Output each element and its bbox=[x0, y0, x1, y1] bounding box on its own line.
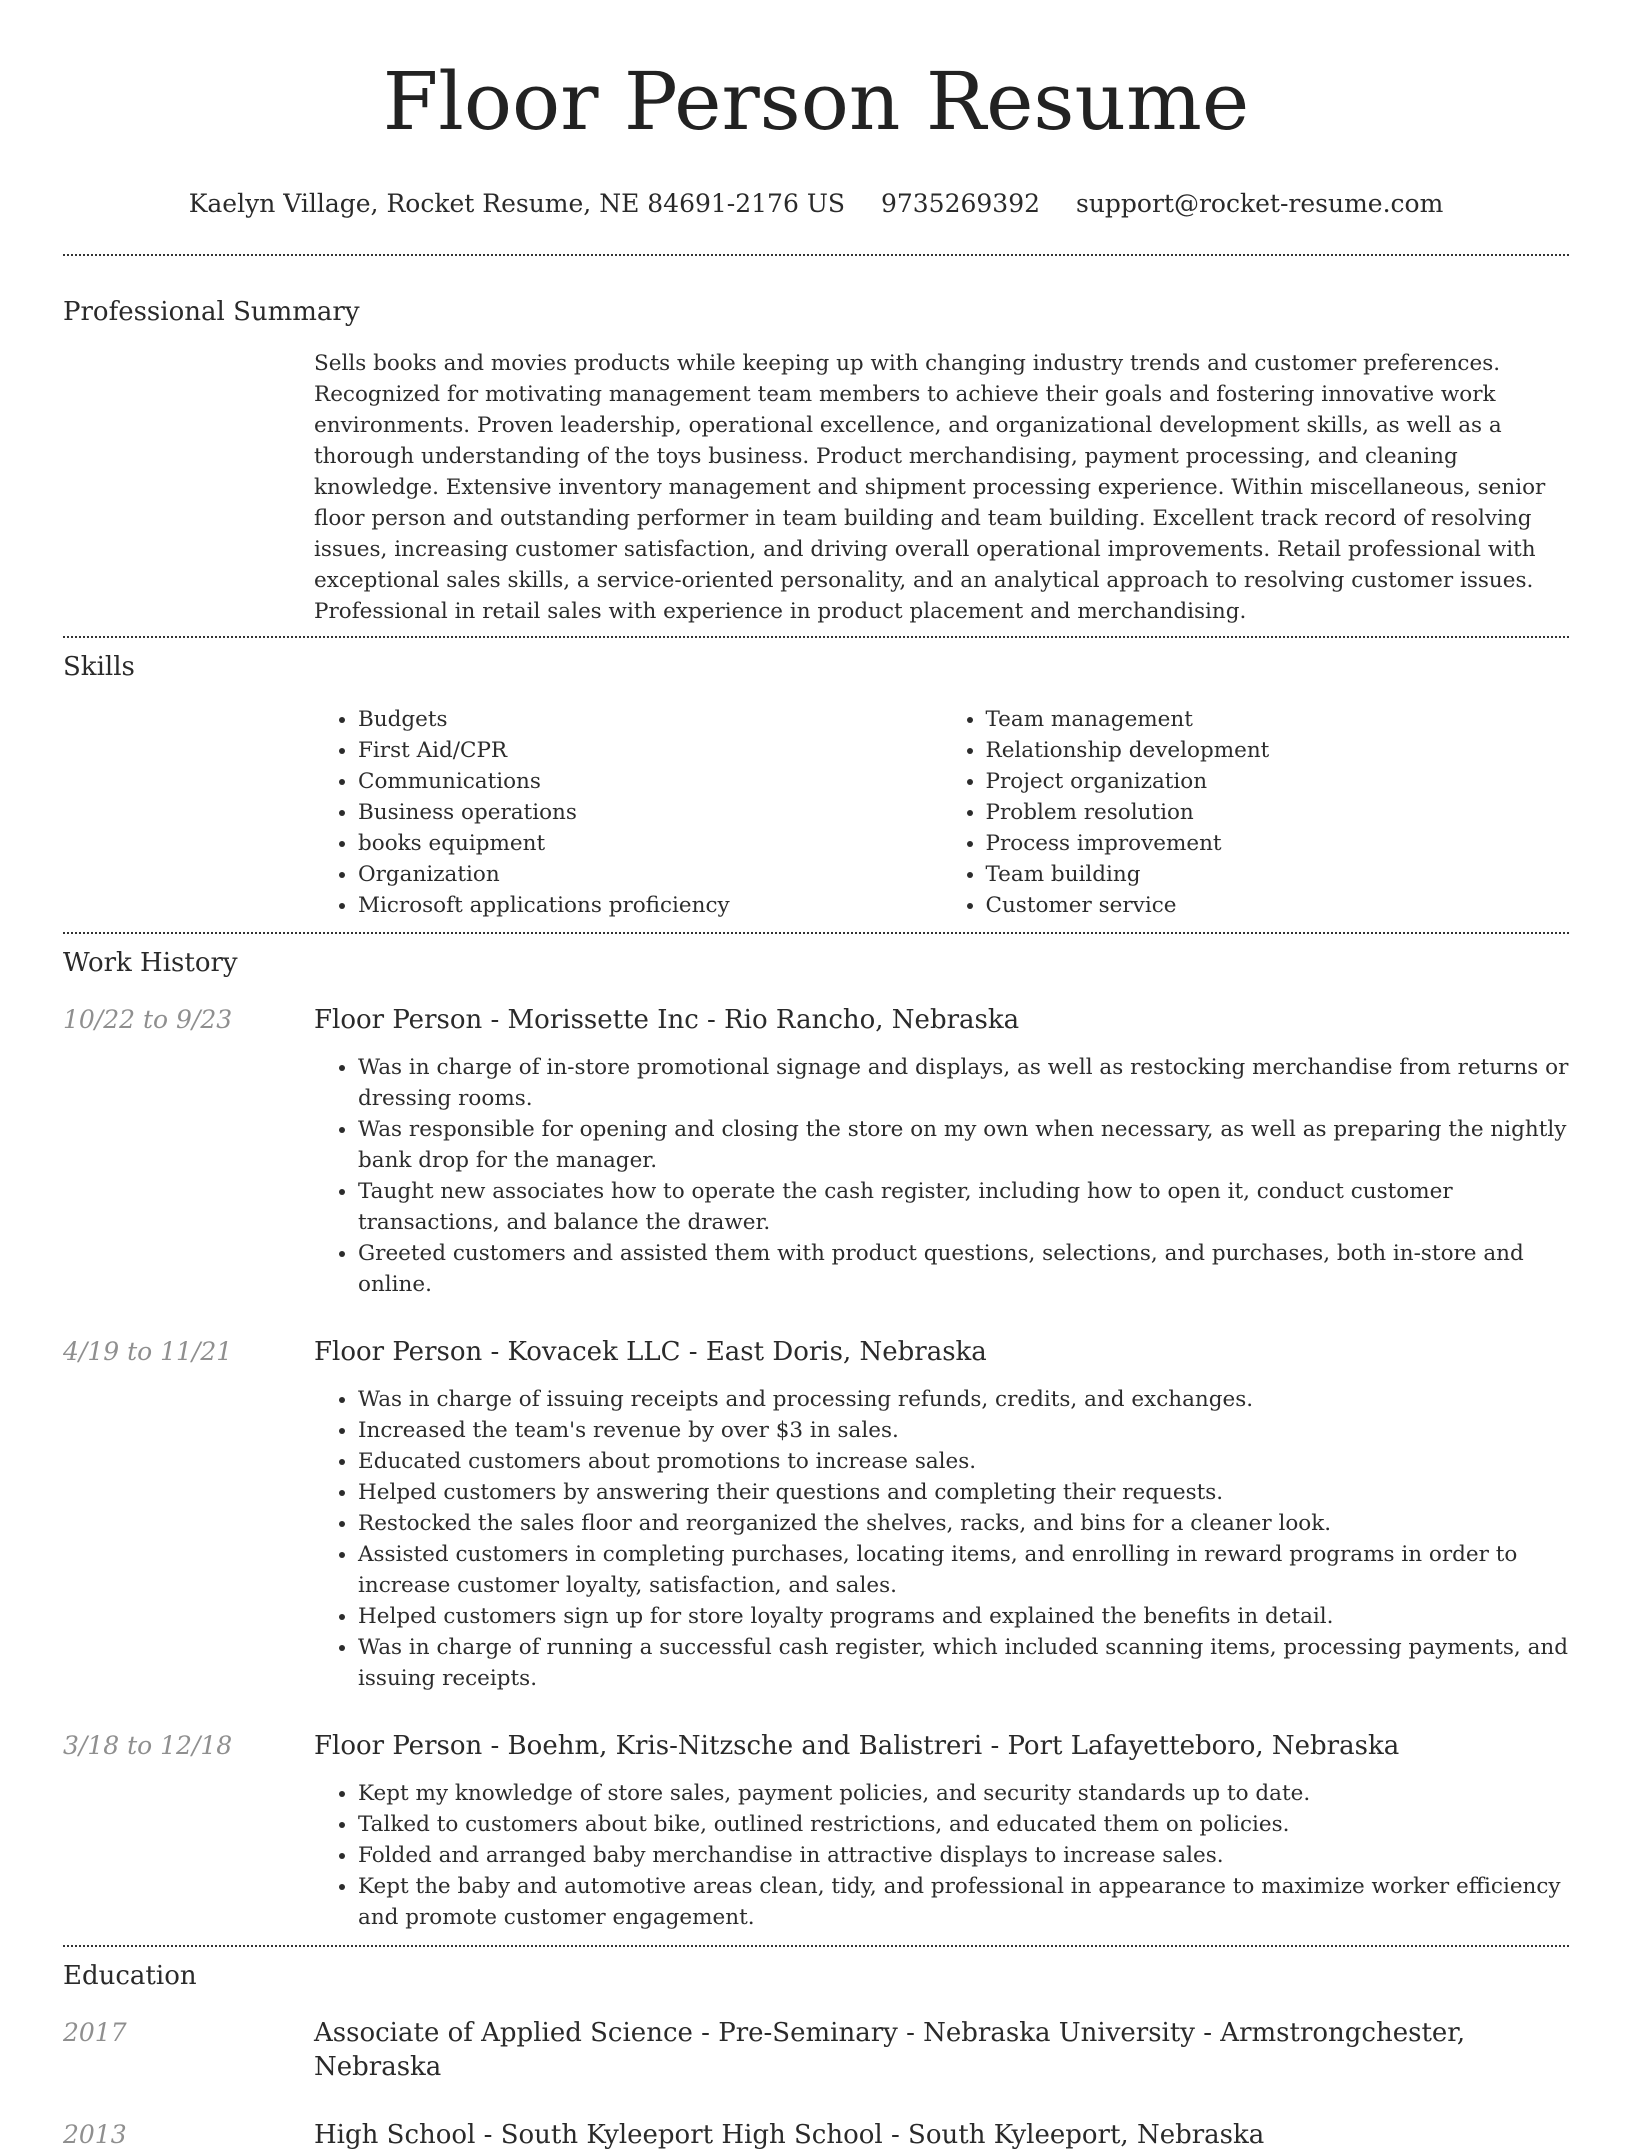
job-title: Floor Person - Kovacek LLC - East Doris, Nebraska bbox=[314, 1337, 987, 1367]
job-bullets bbox=[314, 1778, 1569, 1933]
skill-item: • Microsoft applications proficiency bbox=[358, 890, 942, 921]
skills-list-right bbox=[942, 704, 1570, 921]
job-bullets bbox=[314, 1384, 1569, 1694]
job-dates: 10/22 to 9/23 bbox=[63, 1005, 233, 1034]
education-year: 2013 bbox=[63, 2120, 127, 2149]
summary-heading: Professional Summary bbox=[63, 297, 360, 327]
section-divider bbox=[63, 932, 1569, 934]
skill-item: • Business operations bbox=[358, 797, 942, 828]
summary-text: Sells books and movies products while keeping up with changing industry trends and customer preferences. Recognized for motivating management team members to achieve their goals and fostering innovative work environments. Proven leadership, operational excellence, and organizational development skills, as well as a thorough understanding of the toys business. Product merchandising, payment processing, and cleaning knowledge. Extensive inventory management and shipment processing experience. Within miscellaneous, senior floor person and outstanding performer in team building and team building. Excellent track record of resolving issues, increasing customer satisfaction, and driving overall operational improvements. Retail professional with exceptional sales skills, a service-oriented personality, and an analytical approach to resolving customer issues. Professional in retail sales with experience in product placement and merchandising. bbox=[314, 351, 1546, 624]
section-divider bbox=[63, 254, 1569, 256]
page-title: Floor Person Resume bbox=[382, 55, 1250, 148]
job-dates: 3/18 to 12/18 bbox=[63, 1731, 233, 1760]
summary-section bbox=[63, 295, 1569, 627]
job-bullet: • Restocked the sales floor and reorganized the shelves, racks, and bins for a cleaner look. bbox=[358, 1508, 1569, 1539]
skill-item: • Project organization bbox=[986, 766, 1570, 797]
job-header bbox=[63, 1003, 1569, 1037]
job-header bbox=[63, 1335, 1569, 1369]
skill-item: • Team management bbox=[986, 704, 1570, 735]
job-bullet: • Was in charge of issuing receipts and processing refunds, credits, and exchanges. bbox=[358, 1384, 1569, 1415]
job-bullet: • Kept my knowledge of store sales, payment policies, and security standards up to date. bbox=[358, 1778, 1569, 1809]
skill-item: • Communications bbox=[358, 766, 942, 797]
education-title: High School - South Kyleeport High School - South Kyleeport, Nebraska bbox=[314, 2120, 1265, 2150]
education-entry bbox=[63, 2016, 1569, 2084]
job-bullets bbox=[314, 1052, 1569, 1300]
job-bullet: • Taught new associates how to operate the cash register, including how to open it, conduct customer transactions, and balance the drawer. bbox=[358, 1176, 1569, 1238]
education-entry bbox=[63, 2118, 1569, 2152]
education-section bbox=[63, 1959, 1569, 2152]
job-bullet: • Folded and arranged baby merchandise in attractive displays to increase sales. bbox=[358, 1840, 1569, 1871]
contact-address: Kaelyn Village, Rocket Resume, NE 84691-2176 US bbox=[188, 189, 846, 218]
skills-section bbox=[63, 650, 1569, 921]
job-bullet: • Talked to customers about bike, outlined restrictions, and educated them on policies. bbox=[358, 1809, 1569, 1840]
skills-list-left bbox=[314, 704, 942, 921]
skill-item: • First Aid/CPR bbox=[358, 735, 942, 766]
job-bullet: • Helped customers sign up for store loyalty programs and explained the benefits in detail. bbox=[358, 1601, 1569, 1632]
skill-item: • Customer service bbox=[986, 890, 1570, 921]
education-title: Associate of Applied Science - Pre-Seminary - Nebraska University - Armstrongchester, Nebraska bbox=[314, 2018, 1466, 2082]
job-entry bbox=[63, 1729, 1569, 1933]
work-history-section bbox=[63, 946, 1569, 1933]
job-entry bbox=[63, 1335, 1569, 1694]
skill-item: • Organization bbox=[358, 859, 942, 890]
job-bullet: • Increased the team's revenue by over $3 in sales. bbox=[358, 1415, 1569, 1446]
job-bullet: • Was responsible for opening and closing the store on my own when necessary, as well as preparing the nightly bank drop for the manager. bbox=[358, 1114, 1569, 1176]
contact-email[interactable]: support@rocket-resume.com bbox=[1075, 189, 1444, 218]
job-bullet: • Was in charge of in-store promotional signage and displays, as well as restocking merchandise from returns or dressing rooms. bbox=[358, 1052, 1569, 1114]
skills-heading: Skills bbox=[63, 652, 135, 682]
job-header bbox=[63, 1729, 1569, 1763]
job-bullet: • Was in charge of running a successful cash register, which included scanning items, processing payments, and issuing receipts. bbox=[358, 1632, 1569, 1694]
section-divider bbox=[63, 1945, 1569, 1947]
contact-phone: 9735269392 bbox=[880, 189, 1041, 218]
job-entry bbox=[63, 1003, 1569, 1300]
skill-item: • Relationship development bbox=[986, 735, 1570, 766]
skill-item: • Budgets bbox=[358, 704, 942, 735]
skill-item: • Process improvement bbox=[986, 828, 1570, 859]
job-title: Floor Person - Morissette Inc - Rio Rancho, Nebraska bbox=[314, 1005, 1020, 1035]
job-dates: 4/19 to 11/21 bbox=[63, 1337, 233, 1366]
skills-columns bbox=[314, 704, 1569, 921]
skill-item: • Team building bbox=[986, 859, 1570, 890]
education-heading: Education bbox=[63, 1961, 197, 1991]
skill-item: • Problem resolution bbox=[986, 797, 1570, 828]
work-history-heading: Work History bbox=[63, 948, 238, 978]
job-bullet: • Educated customers about promotions to increase sales. bbox=[358, 1446, 1569, 1477]
job-title: Floor Person - Boehm, Kris-Nitzsche and Balistreri - Port Lafayetteboro, Nebraska bbox=[314, 1731, 1400, 1761]
job-bullet: • Kept the baby and automotive areas clean, tidy, and professional in appearance to maximize worker efficiency and promote customer engagement. bbox=[358, 1871, 1569, 1933]
section-divider bbox=[63, 636, 1569, 638]
education-year: 2017 bbox=[63, 2018, 127, 2047]
contact-line bbox=[63, 188, 1569, 220]
job-bullet: • Greeted customers and assisted them with product questions, selections, and purchases, both in-store and online. bbox=[358, 1238, 1569, 1300]
job-bullet: • Assisted customers in completing purchases, locating items, and enrolling in reward programs in order to increase customer loyalty, satisfaction, and sales. bbox=[358, 1539, 1569, 1601]
skill-item: • books equipment bbox=[358, 828, 942, 859]
job-bullet: • Helped customers by answering their questions and completing their requests. bbox=[358, 1477, 1569, 1508]
